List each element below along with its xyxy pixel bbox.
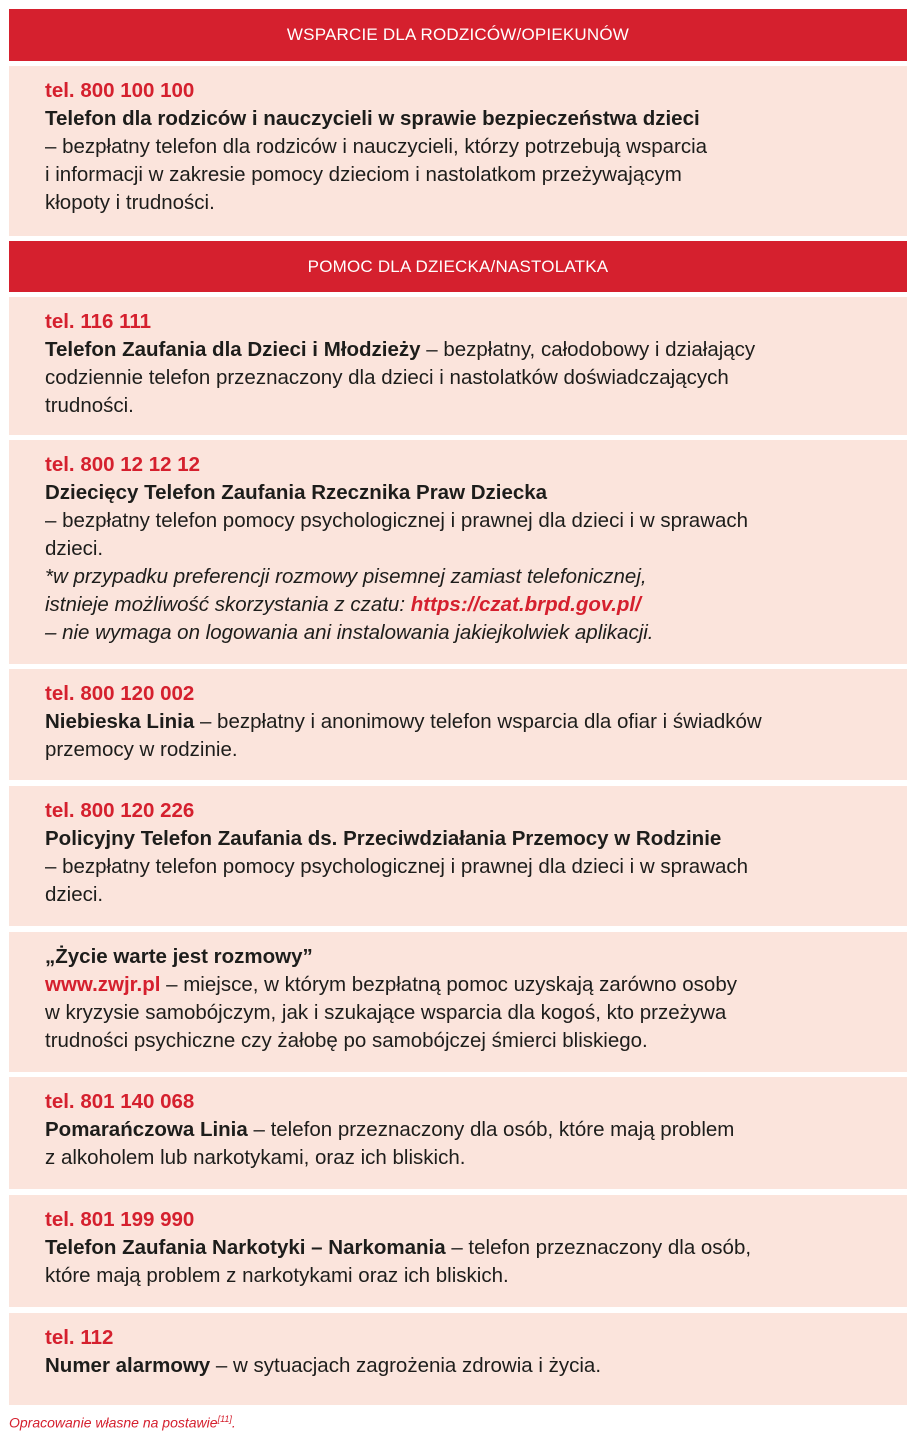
section-header-children [9,241,907,292]
helpline-description: – bezpłatny i anonimowy telefon wsparcia dla ofiar i świadków [194,710,762,733]
helpline-title: Numer alarmowy [45,1354,211,1377]
website-link[interactable]: www.zwjr.pl [45,973,161,996]
helpline-description: w kryzysie samobójczym, jak i szukające wsparcia dla kogoś, kto przeżywa [45,1001,727,1024]
helpline-description: trudności. [45,394,134,417]
section-header-parents [9,9,907,61]
helpline-description: codziennie telefon przeznaczony dla dzieci i nastolatków doświadczających [45,366,729,389]
helpline-title: Policyjny Telefon Zaufania ds. Przeciwdziałania Przemocy w Rodzinie [45,827,722,850]
helpline-title: Telefon Zaufania dla Dzieci i Młodzieży [45,338,421,361]
source-footnote [9,1414,236,1431]
phone-number[interactable]: tel. 800 100 100 [45,79,195,102]
phone-number[interactable]: tel. 801 140 068 [45,1090,195,1113]
helpline-card [9,1313,907,1405]
helpline-description: – w sytuacjach zagrożenia zdrowia i życia. [210,1354,602,1377]
helpline-description: z alkoholem lub narkotykami, oraz ich bliskich. [45,1146,466,1169]
phone-number[interactable]: tel. 800 120 002 [45,682,195,705]
phone-number[interactable]: tel. 801 199 990 [45,1208,195,1231]
helpline-card [9,66,907,236]
helpline-description: i informacji w zakresie pomocy dzieciom i nastolatkom przeżywającym [45,163,682,186]
helpline-description: które mają problem z narkotykami oraz ich bliskich. [45,1264,509,1287]
helpline-card [9,932,907,1072]
helpline-description: kłopoty i trudności. [45,191,215,214]
helpline-title: „Życie warte jest rozmowy” [45,945,313,968]
helpline-title: Niebieska Linia [45,710,195,733]
phone-number[interactable]: tel. 112 [45,1326,114,1349]
section-header-label: POMOC DLA DZIECKA/NASTOLATKA [307,256,609,276]
helpline-description: – miejsce, w którym bezpłatną pomoc uzyskają zarówno osoby [160,973,737,996]
helpline-description: przemocy w rodzinie. [45,738,238,761]
helpline-description: dzieci. [45,537,104,560]
phone-number[interactable]: tel. 116 111 [45,310,152,333]
helpline-title: Telefon dla rodziców i nauczycieli w sprawie bezpieczeństwa dzieci [45,107,700,130]
helpline-description: – telefon przeznaczony dla osób, [445,1236,752,1259]
helpline-description: dzieci. [45,883,104,906]
helpline-card [9,786,907,926]
chat-note: – nie wymaga on logowania ani instalowania jakiejkolwiek aplikacji. [45,621,654,644]
helpline-card [9,1195,907,1307]
helpline-description: – bezpłatny, całodobowy i działający [420,338,756,361]
helpline-card [9,297,907,435]
helpline-card [9,669,907,780]
helpline-card [9,1077,907,1189]
section-header-label: WSPARCIE DLA RODZICÓW/OPIEKUNÓW [286,25,630,44]
footnote-end: . [231,1414,236,1431]
helpline-card [9,440,907,664]
helpline-title: Dziecięcy Telefon Zaufania Rzecznika Praw Dziecka [45,481,548,504]
chat-note: *w przypadku preferencji rozmowy pisemnej zamiast telefonicznej, [45,565,647,588]
phone-number[interactable]: tel. 800 120 226 [45,799,195,822]
helpline-title: Pomarańczowa Linia [45,1118,248,1141]
helpline-description: trudności psychiczne czy żałobę po samobójczej śmierci bliskiego. [45,1029,648,1052]
chat-link[interactable]: https://czat.brpd.gov.pl/ [410,593,641,616]
phone-number[interactable]: tel. 800 12 12 12 [45,453,201,476]
footnote-text: Opracowanie własne na postawie [9,1414,218,1431]
helpline-description: – bezpłatny telefon pomocy psychologicznej i prawnej dla dzieci i w sprawach [45,855,749,878]
helpline-description: – bezpłatny telefon pomocy psychologicznej i prawnej dla dzieci i w sprawach [45,509,749,532]
helpline-description: – bezpłatny telefon dla rodziców i nauczycieli, którzy potrzebują wsparcia [45,135,708,158]
helpline-title: Telefon Zaufania Narkotyki – Narkomania [45,1236,446,1259]
footnote-reference[interactable]: [11] [217,1414,232,1424]
helpline-description: – telefon przeznaczony dla osób, które mają problem [247,1118,735,1141]
chat-note: istnieje możliwość skorzystania z czatu: [45,593,411,616]
